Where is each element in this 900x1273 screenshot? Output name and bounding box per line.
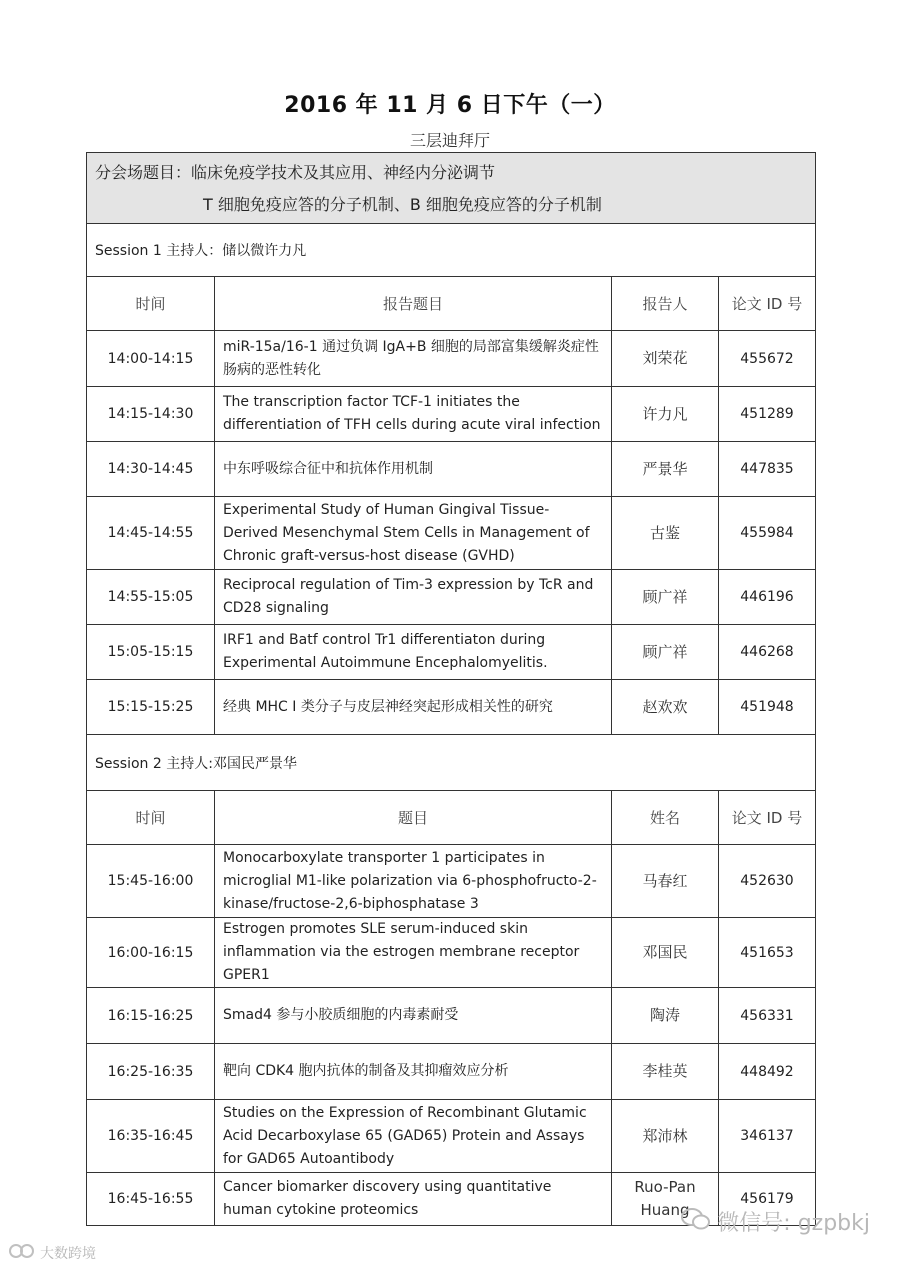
table-row bbox=[87, 1100, 816, 1173]
table-row bbox=[87, 918, 816, 988]
row-speaker: 许力凡 bbox=[612, 387, 719, 442]
row-time: 14:30-14:45 bbox=[87, 442, 215, 497]
column-header-title: 报告题目 bbox=[215, 277, 612, 331]
row-speaker: 马春红 bbox=[612, 845, 719, 918]
row-time: 16:35-16:45 bbox=[87, 1100, 215, 1173]
row-title: 经典 MHC I 类分子与皮层神经突起形成相关性的研究 bbox=[215, 680, 612, 735]
venue-label: 三层迪拜厅 bbox=[409, 131, 490, 150]
row-time: 14:45-14:55 bbox=[87, 497, 215, 570]
row-speaker: Ruo-Pan Huang bbox=[612, 1173, 719, 1226]
row-speaker: 顾广祥 bbox=[612, 570, 719, 625]
wechat-icon bbox=[681, 1207, 711, 1237]
column-header-speaker: 姓名 bbox=[612, 791, 719, 845]
row-paper-id: 447835 bbox=[719, 442, 816, 497]
row-paper-id: 446268 bbox=[719, 625, 816, 680]
session-1-header: Session 1 主持人：储以微许力凡 bbox=[87, 224, 816, 277]
row-paper-id: 446196 bbox=[719, 570, 816, 625]
row-time: 14:55-15:05 bbox=[87, 570, 215, 625]
row-paper-id: 456179 bbox=[719, 1173, 816, 1226]
row-paper-id: 451948 bbox=[719, 680, 816, 735]
topic-line-2: T 细胞免疫应答的分子机制、B 细胞免疫应答的分子机制 bbox=[203, 195, 602, 214]
watermark-text: 微信号: gzpbkj bbox=[717, 1211, 870, 1236]
row-title: Cancer biomarker discovery using quantitative human cytokine proteomics bbox=[215, 1173, 612, 1226]
column-header-time: 时间 bbox=[87, 277, 215, 331]
table-row bbox=[87, 497, 816, 570]
table-row bbox=[87, 845, 816, 918]
row-title: Smad4 参与小胶质细胞的内毒素耐受 bbox=[215, 988, 612, 1044]
row-title: 中东呼吸综合征中和抗体作用机制 bbox=[215, 442, 612, 497]
column-header-paper-id: 论文 ID 号 bbox=[719, 791, 816, 845]
corner-brand-logo bbox=[8, 1242, 96, 1264]
row-time: 15:15-15:25 bbox=[87, 680, 215, 735]
table-header-row bbox=[87, 791, 816, 845]
table-row bbox=[87, 442, 816, 497]
row-title: Monocarboxylate transporter 1 participates in microglial M1-like polarization via 6-phosphofructo-2-kinase/fructose-2,6-biphosphatase 3 bbox=[215, 845, 612, 918]
row-paper-id: 448492 bbox=[719, 1044, 816, 1100]
column-header-title: 题目 bbox=[215, 791, 612, 845]
row-title: Reciprocal regulation of Tim-3 expression by TcR and CD28 signaling bbox=[215, 570, 612, 625]
column-header-paper-id: 论文 ID 号 bbox=[719, 277, 816, 331]
schedule-table bbox=[86, 152, 816, 1226]
table-row bbox=[87, 570, 816, 625]
row-time: 14:00-14:15 bbox=[87, 331, 215, 387]
row-speaker: 顾广祥 bbox=[612, 625, 719, 680]
row-time: 15:45-16:00 bbox=[87, 845, 215, 918]
row-time: 16:15-16:25 bbox=[87, 988, 215, 1044]
row-speaker: 邓国民 bbox=[612, 918, 719, 988]
row-speaker: 刘荣花 bbox=[612, 331, 719, 387]
row-time: 16:45-16:55 bbox=[87, 1173, 215, 1226]
column-header-time: 时间 bbox=[87, 791, 215, 845]
table-row bbox=[87, 331, 816, 387]
topic-line-1: 分会场题目：临床免疫学技术及其应用、神经内分泌调节 bbox=[95, 163, 496, 182]
row-paper-id: 455984 bbox=[719, 497, 816, 570]
row-paper-id: 451653 bbox=[719, 918, 816, 988]
row-title: The transcription factor TCF-1 initiates the differentiation of TFH cells during acute viral infection bbox=[215, 387, 612, 442]
table-row bbox=[87, 625, 816, 680]
topic-banner bbox=[87, 153, 816, 224]
row-title: Estrogen promotes SLE serum-induced skin inflammation via the estrogen membrane receptor GPER1 bbox=[215, 918, 612, 988]
row-paper-id: 451289 bbox=[719, 387, 816, 442]
row-time: 14:15-14:30 bbox=[87, 387, 215, 442]
row-paper-id: 456331 bbox=[719, 988, 816, 1044]
row-title: 靶向 CDK4 胞内抗体的制备及其抑瘤效应分析 bbox=[215, 1044, 612, 1100]
corner-brand-text: 大数跨境 bbox=[40, 1246, 96, 1262]
row-time: 16:25-16:35 bbox=[87, 1044, 215, 1100]
row-paper-id: 346137 bbox=[719, 1100, 816, 1173]
row-speaker: 赵欢欢 bbox=[612, 680, 719, 735]
row-title: Studies on the Expression of Recombinant Glutamic Acid Decarboxylase 65 (GAD65) Protein and Assays for GAD65 Autoantibody bbox=[215, 1100, 612, 1173]
wechat-watermark bbox=[681, 1206, 870, 1237]
row-title: Experimental Study of Human Gingival Tissue-Derived Mesenchymal Stem Cells in Management of Chronic graft-versus-host disease (GVHD) bbox=[215, 497, 612, 570]
row-title: IRF1 and Batf control Tr1 differentiaton during Experimental Autoimmune Encephalomyelitis. bbox=[215, 625, 612, 680]
row-speaker: 严景华 bbox=[612, 442, 719, 497]
page-title: 2016 年 11 月 6 日下午（一） bbox=[284, 93, 616, 118]
row-time: 16:00-16:15 bbox=[87, 918, 215, 988]
row-speaker: 古鉴 bbox=[612, 497, 719, 570]
table-row bbox=[87, 387, 816, 442]
table-row bbox=[87, 680, 816, 735]
row-time: 15:05-15:15 bbox=[87, 625, 215, 680]
row-title: miR-15a/16-1 通过负调 IgA+B 细胞的局部富集缓解炎症性肠病的恶性转化 bbox=[215, 331, 612, 387]
row-paper-id: 455672 bbox=[719, 331, 816, 387]
table-header-row bbox=[87, 277, 816, 331]
row-paper-id: 452630 bbox=[719, 845, 816, 918]
session-2-header: Session 2 主持人:邓国民严景华 bbox=[87, 735, 816, 791]
table-row bbox=[87, 1044, 816, 1100]
row-speaker: 郑沛林 bbox=[612, 1100, 719, 1173]
row-speaker: 李桂英 bbox=[612, 1044, 719, 1100]
brand-logo-icon bbox=[8, 1242, 36, 1264]
row-speaker: 陶涛 bbox=[612, 988, 719, 1044]
column-header-speaker: 报告人 bbox=[612, 277, 719, 331]
table-row bbox=[87, 988, 816, 1044]
